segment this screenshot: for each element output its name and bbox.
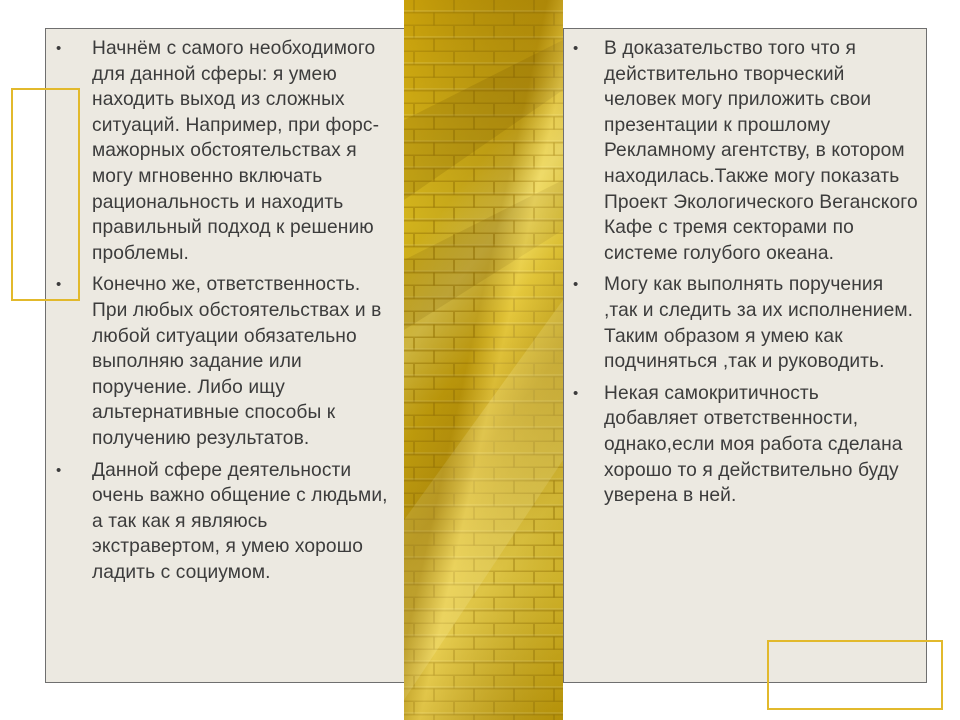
bullet-icon: • — [56, 461, 62, 479]
bullet-icon: • — [56, 40, 62, 57]
brick-wall-image — [404, 0, 563, 720]
list-item — [564, 381, 918, 509]
list-item-text: Конечно же, ответственность. При любых обстоятельствах и в любой ситуации обязательно выполняю задание или поручение. Либо ищу альтернативные способы к получению результатов. — [92, 274, 382, 449]
list-item — [564, 36, 918, 266]
list-item-text: Данной сфере деятельности очень важно общение с людьми, а так как я являюсь экстравертом, я умею хорошо ладить с социумом. — [92, 459, 388, 583]
list-item — [46, 272, 396, 451]
list-item-text: Могу как выполнять поручения ,так и следить за их исполнением. Таким образом я умею как подчиняться ,так и руководить. — [604, 274, 914, 373]
list-item-text: Начнём с самого необходимого для данной сферы: я умею находить выход из сложных ситуаций. Например, при форс-мажорных обстоятельствах я могу мгновенно включать рациональность и находить правильный подход к решению проблемы. — [92, 38, 380, 264]
brick-pattern — [404, 0, 563, 720]
left-bullet-list — [46, 29, 404, 585]
bullet-icon: • — [56, 276, 62, 294]
list-item — [46, 36, 396, 266]
left-text-panel — [45, 28, 405, 683]
list-item-text: Некая самокритичность добавляет ответственности, однако,если моя работа сделана хорошо то я действительно буду уверена в ней. — [604, 382, 903, 507]
right-text-panel — [563, 28, 927, 683]
bullet-icon: • — [573, 40, 579, 57]
right-bullet-list — [564, 29, 926, 509]
list-item-text: В доказательство того что я действительно творческий человек могу приложить свои презентации к прошлому Рекламному агентству, в котором находилась.Также могу показать Проект Экологического Веганского Кафе с тремя секторами по системе голубого океана. — [604, 38, 918, 264]
bullet-icon: • — [573, 276, 579, 294]
decorative-frame-right — [767, 640, 943, 710]
decorative-frame-left — [11, 88, 80, 301]
list-item — [564, 272, 918, 374]
bullet-icon: • — [573, 384, 579, 402]
list-item — [46, 458, 396, 586]
